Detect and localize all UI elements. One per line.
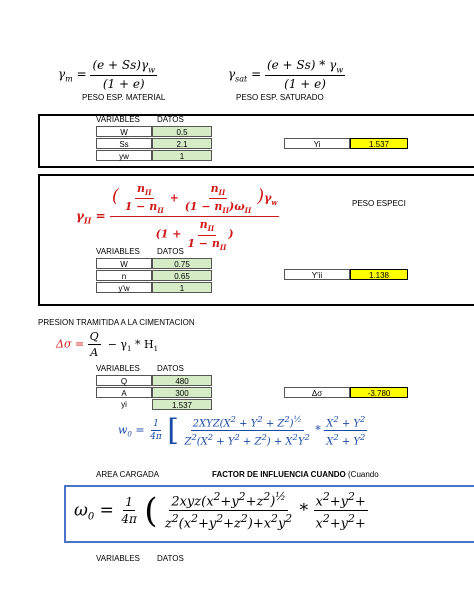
result1-name[interactable]: Yi xyxy=(284,138,350,149)
table4-header-variables: VARIABLES xyxy=(96,554,140,563)
table1-val-ss[interactable]: 2.1 xyxy=(152,138,212,149)
table1-header-datos: DATOS xyxy=(157,115,184,124)
table1-val-w[interactable]: 0.5 xyxy=(152,126,212,137)
table1-var-w[interactable]: W xyxy=(96,126,152,137)
table1-var-ss[interactable]: Ss xyxy=(96,138,152,149)
table3-val-q[interactable]: 480 xyxy=(152,375,212,386)
factor-influencia-suffix: (Cuando xyxy=(348,470,379,479)
table2-val-n[interactable]: 0.65 xyxy=(152,270,212,281)
table2-var-yw[interactable]: y'w xyxy=(96,282,152,293)
factor-influencia-bold: FACTOR DE INFLUENCIA CUANDO xyxy=(212,470,346,479)
result1-value[interactable]: 1.537 xyxy=(350,138,408,149)
table1-header-variables: VARIABLES xyxy=(96,115,140,124)
table1-var-yw[interactable]: yw xyxy=(96,150,152,161)
table4-header-datos: DATOS xyxy=(157,554,184,563)
table1-val-yw[interactable]: 1 xyxy=(152,150,212,161)
table3-val-yi[interactable]: 1.537 xyxy=(152,399,212,410)
label-peso-especi: PESO ESPECI xyxy=(352,199,406,208)
omega-formula-large: $\omega_0$ = $\frac{1}{4\pi}$ ( $\frac{2xyz(x^2+y^2+z^2)^{\frac{1}{2}}}{z^2(x^2+y^2+z^2)+x^2y^2}$ * $\frac{x^2+y^2+}{x^2+y^2+}$ xyxy=(74,490,366,532)
label-area-cargada: AREA CARGADA xyxy=(96,470,160,479)
gamma-sat-formula: $\gamma_{sat}$ = $\frac{(e + Ss) * \gamma_w}{(1 + e)}$ xyxy=(228,58,344,92)
section3-title: PRESION TRAMITIDA A LA CIMENTACION xyxy=(38,318,195,327)
result3-value[interactable]: -3.780 xyxy=(350,387,408,398)
table2-var-w[interactable]: W xyxy=(96,258,152,269)
gamma-ii-formula: $\gamma_{II}$ = ( $\frac{n_{II}}{1 - n_{II}}$ + $\frac{n_{II}}{(1 - n_{II})\omega_{II}}$ )$\gamma_w$ (1 + $\frac{n_{II}}{1 - n_{II}}$ ) xyxy=(76,182,278,252)
table3-header-variables: VARIABLES xyxy=(96,364,140,373)
label-peso-material: PESO ESP. MATERIAL xyxy=(82,93,166,102)
delta-sigma-formula: Δσ = $\frac{Q}{A}$ − $\gamma_1 * H_1$ xyxy=(56,330,159,359)
table2-val-yw[interactable]: 1 xyxy=(152,282,212,293)
table3-val-a[interactable]: 300 xyxy=(152,387,212,398)
table2-val-w[interactable]: 0.75 xyxy=(152,258,212,269)
omega-formula-blue: $w_0$ = $\frac{1}{4\pi}$ [ $\frac{2XYZ(X^2 + Y^2 + Z^2)^{\frac{1}{2}}}{Z^2(X^2 + Y^2 + Z^2) + X^2Y^2}$ * $\frac{X^2 + Y^2}{X^2 + Y^2}$ xyxy=(118,413,366,448)
gamma-m-formula: $\gamma_m$ = $\frac{(e + Ss)\gamma_w}{(1 + e)}$ xyxy=(58,58,156,92)
result2-name[interactable]: Y'ii xyxy=(284,269,350,280)
table3-header-datos: DATOS xyxy=(157,364,184,373)
label-peso-saturado: PESO ESP. SATURADO xyxy=(236,93,324,102)
label-factor-influencia xyxy=(212,470,379,479)
table2-header-variables: VARIABLES xyxy=(96,247,140,256)
table2-header-datos: DATOS xyxy=(157,247,184,256)
table3-var-q[interactable]: Q xyxy=(96,375,152,386)
result3-name[interactable]: Δσ xyxy=(284,387,350,398)
table2-var-n[interactable]: n xyxy=(96,270,152,281)
result2-value[interactable]: 1.138 xyxy=(350,269,408,280)
table3-var-a[interactable]: A xyxy=(96,387,152,398)
table3-var-yi[interactable]: yi xyxy=(96,399,152,410)
